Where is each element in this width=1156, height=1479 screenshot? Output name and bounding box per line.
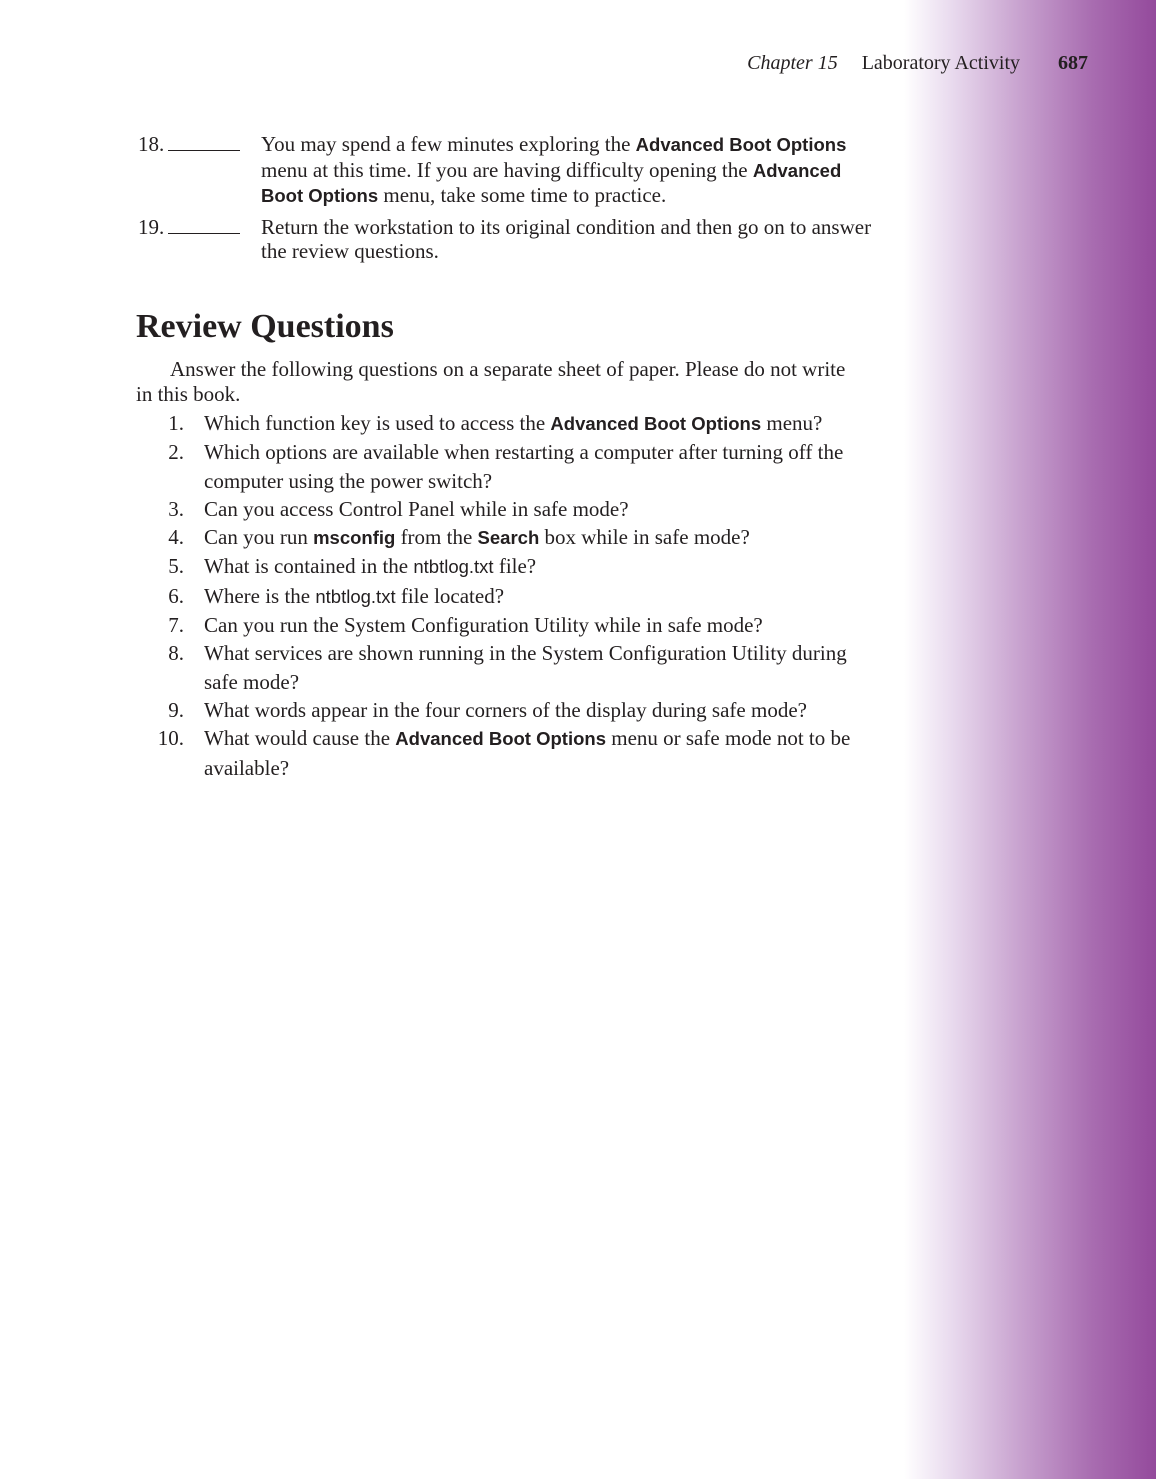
bold-term: Advanced Boot Options: [635, 134, 847, 155]
text-run: What words appear in the four corners of the display during safe mode?: [204, 697, 807, 722]
bold-term: Advanced Boot Options: [261, 159, 842, 206]
text-run: Can you run: [204, 525, 314, 550]
chapter-label: Chapter 15: [747, 52, 838, 74]
text-run: Return the workstation to its original condition and then go on to answer the review questions.: [261, 214, 872, 263]
question-text: [204, 582, 881, 611]
step-text: [261, 215, 873, 264]
question-text: [204, 639, 881, 696]
question-text: [204, 696, 881, 724]
question-text: [204, 438, 881, 495]
step-item: [138, 132, 878, 209]
review-question: [136, 552, 881, 581]
section-title: Laboratory Activity: [861, 52, 1020, 74]
question-number: 4.: [168, 525, 184, 550]
review-intro: Answer the following questions on a separate sheet of paper. Please do not write in this book.: [136, 357, 846, 406]
decorative-side-band: [904, 0, 1156, 1479]
question-number: 3.: [168, 496, 184, 521]
section-heading: Review Questions: [136, 308, 394, 345]
step-number: 18.: [138, 132, 165, 156]
review-question: [136, 611, 881, 639]
running-header: [0, 52, 1088, 75]
question-number: 5.: [168, 554, 184, 579]
text-run: Where is the: [204, 583, 316, 608]
text-run: What services are shown running in the System Configuration Utility during safe mode?: [204, 641, 847, 694]
page-number: 687: [1058, 52, 1088, 74]
question-text: [204, 495, 881, 523]
procedure-steps: [138, 132, 878, 270]
checkoff-blank: [168, 132, 240, 151]
question-number: 2.: [168, 440, 184, 465]
question-text: [204, 523, 881, 552]
review-question-list: [136, 409, 881, 782]
text-run: file?: [493, 554, 537, 579]
bold-term: msconfig: [313, 527, 396, 549]
review-question: [136, 582, 881, 611]
bold-term: Search: [477, 527, 540, 549]
question-number: 1.: [168, 411, 184, 435]
question-text: [204, 611, 881, 639]
question-text: [204, 552, 881, 581]
question-number: 8.: [168, 641, 184, 666]
text-run: Can you access Control Panel while in safe mode?: [204, 496, 629, 521]
review-question: [136, 724, 881, 782]
text-run: Which options are available when restarting a computer after turning off the computer using the power switch?: [204, 440, 844, 493]
text-run: menu at this time. If you are having difficulty opening the: [261, 157, 753, 182]
text-run: You may spend a few minutes exploring the: [261, 132, 636, 156]
review-question: [136, 495, 881, 523]
text-run: What is contained in the: [204, 554, 414, 579]
question-number: 7.: [168, 613, 184, 638]
filename: ntbtlog.txt: [315, 585, 396, 607]
bold-term: Advanced Boot Options: [395, 728, 606, 750]
question-number: 10.: [157, 726, 184, 751]
review-question: [136, 438, 881, 495]
checkoff-blank: [168, 215, 240, 234]
review-question: [136, 409, 881, 438]
filename: ntbtlog.txt: [413, 556, 494, 578]
text-run: file located?: [395, 583, 505, 608]
text-run: from the: [395, 525, 478, 550]
text-run: menu or safe mode not to be available?: [204, 726, 851, 780]
step-number: 19.: [138, 214, 165, 239]
review-question: [136, 523, 881, 552]
text-run: box while in safe mode?: [539, 525, 750, 550]
text-run: What would cause the: [204, 726, 396, 751]
text-run: Can you run the System Configuration Utility while in safe mode?: [204, 613, 763, 638]
bold-term: Advanced Boot Options: [550, 413, 762, 434]
question-number: 9.: [168, 697, 184, 722]
review-question: [136, 696, 881, 724]
text-run: menu?: [761, 411, 823, 435]
review-question: [136, 639, 881, 696]
question-text: [204, 724, 881, 782]
text-run: menu, take some time to practice.: [378, 183, 667, 207]
step-item: [138, 215, 878, 264]
step-text: [261, 132, 873, 209]
question-text: [204, 409, 881, 438]
text-run: Which function key is used to access the: [204, 411, 551, 435]
question-number: 6.: [168, 583, 184, 608]
